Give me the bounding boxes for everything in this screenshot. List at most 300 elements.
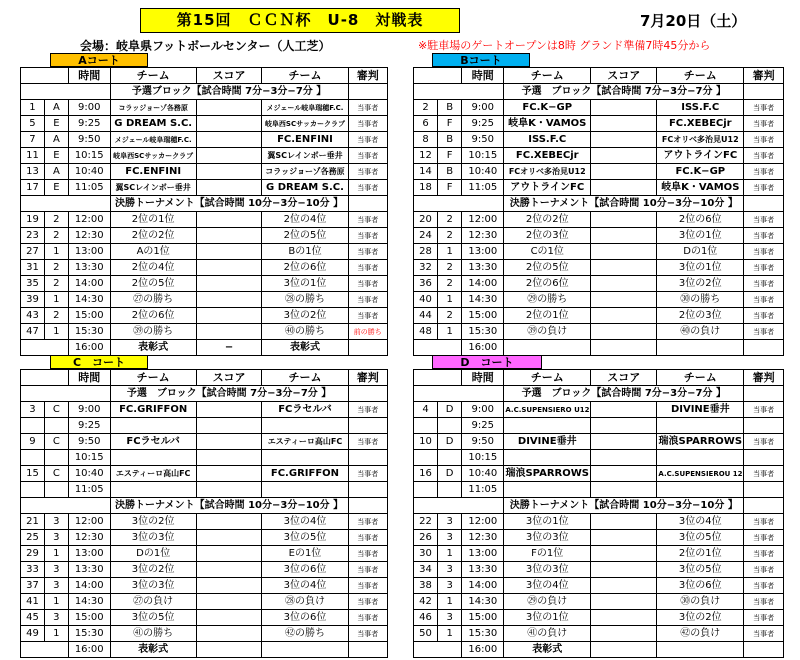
award-time: 16:00	[68, 642, 110, 658]
match-time: 9:00	[462, 100, 504, 116]
match-row	[414, 418, 784, 434]
header-row	[21, 370, 388, 386]
match-group: 3	[438, 610, 462, 626]
team-1: 2位の1位	[110, 212, 196, 228]
match-row	[21, 164, 388, 180]
team-1: アウトラインFC	[504, 180, 591, 196]
match-row	[21, 562, 388, 578]
match-time: 14:30	[68, 594, 110, 610]
match-number: 42	[414, 594, 438, 610]
match-time: 12:00	[68, 212, 110, 228]
team-2: メジェール岐阜瑞穂F.C.	[262, 100, 348, 116]
team-2: 岐阜K・VAMOS	[657, 180, 744, 196]
team-1: 2位の4位	[110, 260, 196, 276]
team-2	[657, 418, 744, 434]
score-cell	[591, 276, 657, 292]
referee: 当事者	[744, 308, 784, 324]
match-group: 2	[44, 308, 68, 324]
team-1	[110, 482, 196, 498]
score-cell	[591, 466, 657, 482]
match-group	[44, 450, 68, 466]
match-row	[414, 100, 784, 116]
award-label	[504, 340, 591, 356]
referee: 当事者	[744, 100, 784, 116]
prelim-section-title	[21, 386, 388, 402]
header-row	[21, 68, 388, 84]
match-row	[414, 434, 784, 450]
match-time: 13:00	[462, 244, 504, 260]
referee: 当事者	[744, 244, 784, 260]
match-number: 48	[414, 324, 438, 340]
team-2: 2位の6位	[657, 212, 744, 228]
team-2: ㉘の勝ち	[262, 292, 348, 308]
referee: 当事者	[744, 514, 784, 530]
match-row	[414, 450, 784, 466]
team-2: 3位の4位	[657, 514, 744, 530]
team-1: A.C.SUPENSIERO U12	[504, 402, 591, 418]
match-time: 10:40	[462, 164, 504, 180]
match-time: 9:50	[68, 132, 110, 148]
court-b-schedule	[413, 67, 784, 356]
referee: 当事者	[348, 434, 388, 450]
referee	[744, 450, 784, 466]
match-number	[21, 450, 45, 466]
team-2: ㉚の勝ち	[657, 292, 744, 308]
referee: 当事者	[744, 276, 784, 292]
match-group: 2	[438, 308, 462, 324]
team-1: Aの1位	[110, 244, 196, 260]
match-time: 13:00	[462, 546, 504, 562]
match-group: 2	[44, 260, 68, 276]
match-row	[414, 164, 784, 180]
match-time: 11:05	[68, 180, 110, 196]
referee: 前の勝ち	[348, 324, 388, 340]
team-1: 3位の1位	[504, 610, 591, 626]
section-title: 決勝トーナメント【試合時間 10分−3分−10分 】	[110, 196, 348, 212]
court-c-schedule	[20, 369, 388, 658]
team-2: コラッジョーゾ各務原	[262, 164, 348, 180]
referee: 当事者	[348, 530, 388, 546]
team-1: 翼SCレインボー垂井	[110, 180, 196, 196]
award-gap	[21, 642, 69, 658]
score-cell	[196, 546, 262, 562]
match-number: 32	[414, 260, 438, 276]
score-cell	[591, 562, 657, 578]
referee: 当事者	[348, 562, 388, 578]
section-gap	[21, 84, 111, 100]
match-group: 3	[44, 514, 68, 530]
award-blank	[744, 642, 784, 658]
match-row	[21, 466, 388, 482]
score-cell	[196, 164, 262, 180]
match-number	[21, 418, 45, 434]
score-cell	[196, 626, 262, 642]
match-number: 22	[414, 514, 438, 530]
section-gap	[414, 196, 504, 212]
referee: 当事者	[744, 626, 784, 642]
match-row	[21, 418, 388, 434]
referee: 当事者	[348, 546, 388, 562]
match-row	[21, 244, 388, 260]
match-group: 1	[44, 626, 68, 642]
score-cell	[196, 562, 262, 578]
match-row	[21, 610, 388, 626]
match-group: 2	[438, 228, 462, 244]
team-1: コラッジョーゾ各務原	[110, 100, 196, 116]
match-group: 3	[44, 610, 68, 626]
referee	[744, 482, 784, 498]
match-group	[44, 418, 68, 434]
match-time: 9:50	[462, 434, 504, 450]
team-1: 3位の3位	[110, 578, 196, 594]
team-1: DIVINE垂井	[504, 434, 591, 450]
match-number: 31	[21, 260, 45, 276]
match-time: 9:25	[68, 116, 110, 132]
score-cell	[196, 244, 262, 260]
referee: 当事者	[348, 164, 388, 180]
score-cell	[591, 244, 657, 260]
team-2: A.C.SUPENSIEROU 12	[657, 466, 744, 482]
match-group: A	[44, 132, 68, 148]
match-group: 1	[438, 626, 462, 642]
match-row	[414, 260, 784, 276]
team-2: 2位の5位	[262, 228, 348, 244]
referee: 当事者	[744, 148, 784, 164]
award-label: 表彰式	[504, 642, 591, 658]
match-row	[414, 292, 784, 308]
match-group: F	[438, 116, 462, 132]
score-cell	[591, 180, 657, 196]
team-2: Eの1位	[262, 546, 348, 562]
court-b-label: Bコート	[432, 53, 530, 67]
match-row	[414, 402, 784, 418]
referee: 当事者	[744, 324, 784, 340]
header-blank	[414, 68, 462, 84]
match-time: 9:00	[68, 402, 110, 418]
award-blank	[348, 340, 388, 356]
match-group: 2	[44, 212, 68, 228]
referee: 当事者	[348, 514, 388, 530]
team-1: エスティーロ高山FC	[110, 466, 196, 482]
team-2: 3位の1位	[657, 260, 744, 276]
team-1: ㉗の負け	[110, 594, 196, 610]
team-2: ㊵の負け	[657, 324, 744, 340]
match-time: 13:30	[462, 260, 504, 276]
score-cell	[196, 212, 262, 228]
award-score	[591, 340, 657, 356]
score-cell	[196, 148, 262, 164]
header-score: スコア	[591, 370, 657, 386]
header-blank	[414, 370, 462, 386]
match-group: E	[44, 116, 68, 132]
referee: 当事者	[348, 244, 388, 260]
team-1: 3位の5位	[110, 610, 196, 626]
section-blank	[348, 386, 388, 402]
team-1: 3位の3位	[110, 530, 196, 546]
referee: 当事者	[744, 530, 784, 546]
award-score	[196, 642, 262, 658]
team-1	[110, 418, 196, 434]
award-time: 16:00	[462, 340, 504, 356]
match-time: 9:50	[68, 434, 110, 450]
team-2: FC.XEBECjr	[657, 116, 744, 132]
team-1	[504, 450, 591, 466]
team-1: FC.ENFINI	[110, 164, 196, 180]
match-group: 3	[44, 578, 68, 594]
match-time: 10:40	[462, 466, 504, 482]
team-2	[657, 450, 744, 466]
team-2: 3位の2位	[657, 276, 744, 292]
match-number: 12	[414, 148, 438, 164]
match-group: 2	[44, 276, 68, 292]
match-time: 12:00	[462, 212, 504, 228]
match-row	[414, 228, 784, 244]
referee: 当事者	[744, 610, 784, 626]
award-gap	[21, 340, 69, 356]
team-1: メジェール岐阜瑞穂F.C.	[110, 132, 196, 148]
score-cell	[196, 292, 262, 308]
match-group: 1	[44, 292, 68, 308]
match-group	[438, 418, 462, 434]
award-score: −	[196, 340, 262, 356]
score-cell	[196, 594, 262, 610]
match-group: F	[438, 180, 462, 196]
prelim-section-title	[414, 386, 784, 402]
page-title: 第15回 ＣＣＮ杯 U-8 対戦表	[140, 8, 460, 33]
section-blank	[744, 386, 784, 402]
match-number: 45	[21, 610, 45, 626]
match-number: 26	[414, 530, 438, 546]
match-number: 33	[21, 562, 45, 578]
team-2: 3位の1位	[262, 276, 348, 292]
match-row	[414, 132, 784, 148]
prelim-section-title	[21, 84, 388, 100]
match-row	[21, 100, 388, 116]
team-2: 3位の6位	[657, 578, 744, 594]
team-1: 2位の5位	[110, 276, 196, 292]
award-score	[591, 642, 657, 658]
match-number: 17	[21, 180, 45, 196]
match-number: 18	[414, 180, 438, 196]
team-1: FC.XEBECjr	[504, 148, 591, 164]
match-row	[21, 530, 388, 546]
match-number: 15	[21, 466, 45, 482]
match-number: 14	[414, 164, 438, 180]
match-group: D	[438, 466, 462, 482]
award-label: 表彰式	[110, 340, 196, 356]
section-gap	[414, 386, 504, 402]
team-2	[262, 482, 348, 498]
match-number: 37	[21, 578, 45, 594]
score-cell	[591, 402, 657, 418]
referee: 当事者	[744, 466, 784, 482]
score-cell	[196, 260, 262, 276]
match-row	[21, 482, 388, 498]
team-2: 瑞浪SPARROWS	[657, 434, 744, 450]
match-number: 27	[21, 244, 45, 260]
header-score: スコア	[196, 68, 262, 84]
score-cell	[196, 228, 262, 244]
match-time: 11:05	[462, 482, 504, 498]
referee: 当事者	[744, 292, 784, 308]
section-title: 予選ブロック【試合時間 7分−3分−7分 】	[110, 84, 348, 100]
match-time: 9:50	[462, 132, 504, 148]
match-time: 14:00	[462, 276, 504, 292]
header-row	[414, 68, 784, 84]
section-gap	[414, 498, 504, 514]
score-cell	[591, 148, 657, 164]
match-time: 12:00	[68, 514, 110, 530]
match-number: 8	[414, 132, 438, 148]
match-time: 15:30	[68, 626, 110, 642]
match-group: 1	[44, 324, 68, 340]
match-row	[21, 450, 388, 466]
match-number: 46	[414, 610, 438, 626]
match-row	[21, 212, 388, 228]
match-group: 1	[44, 546, 68, 562]
match-number: 11	[21, 148, 45, 164]
referee: 当事者	[744, 434, 784, 450]
match-group: 3	[438, 562, 462, 578]
match-number: 20	[414, 212, 438, 228]
referee: 当事者	[348, 116, 388, 132]
team-2: 3位の6位	[262, 562, 348, 578]
award-label-2	[657, 642, 744, 658]
match-time: 15:30	[462, 626, 504, 642]
score-cell	[196, 482, 262, 498]
team-1	[504, 482, 591, 498]
team-1: 2位の2位	[504, 212, 591, 228]
match-group: F	[438, 148, 462, 164]
team-2: ㉘の負け	[262, 594, 348, 610]
team-1: 岐阜西SCサッカークラブ	[110, 148, 196, 164]
match-row	[414, 594, 784, 610]
score-cell	[196, 402, 262, 418]
match-time: 9:00	[68, 100, 110, 116]
match-group: 2	[438, 212, 462, 228]
team-1: 2位の3位	[504, 228, 591, 244]
event-date: 7月20日（土）	[640, 12, 747, 30]
match-row	[414, 530, 784, 546]
match-number: 44	[414, 308, 438, 324]
match-row	[414, 626, 784, 642]
match-row	[414, 578, 784, 594]
score-cell	[196, 578, 262, 594]
match-number: 41	[21, 594, 45, 610]
team-2: DIVINE垂井	[657, 402, 744, 418]
team-2: 3位の2位	[657, 610, 744, 626]
match-number: 49	[21, 626, 45, 642]
match-group: B	[438, 164, 462, 180]
match-time: 14:00	[68, 578, 110, 594]
team-1: FC.GRIFFON	[110, 402, 196, 418]
match-group: B	[438, 100, 462, 116]
header-referee: 審判	[348, 68, 388, 84]
match-time: 15:30	[462, 324, 504, 340]
team-1: 2位の2位	[110, 228, 196, 244]
match-number: 21	[21, 514, 45, 530]
section-blank	[744, 498, 784, 514]
match-row	[21, 578, 388, 594]
match-row	[414, 610, 784, 626]
match-group: A	[44, 100, 68, 116]
team-1: ㊶の勝ち	[110, 626, 196, 642]
match-number: 13	[21, 164, 45, 180]
match-number: 9	[21, 434, 45, 450]
match-number	[414, 418, 438, 434]
match-number: 2	[414, 100, 438, 116]
section-title: 決勝トーナメント【試合時間 10分−3分−10分 】	[504, 498, 744, 514]
referee: 当事者	[348, 276, 388, 292]
header-team-1: チーム	[504, 68, 591, 84]
match-time: 9:25	[68, 418, 110, 434]
score-cell	[591, 610, 657, 626]
section-title: 予選 ブロック【試合時間 7分−3分−7分 】	[110, 386, 348, 402]
match-time: 10:40	[68, 466, 110, 482]
score-cell	[196, 308, 262, 324]
match-group: 3	[438, 530, 462, 546]
match-group: E	[44, 148, 68, 164]
match-time: 10:15	[68, 148, 110, 164]
match-group: 2	[438, 260, 462, 276]
team-2: 3位の4位	[262, 578, 348, 594]
header-score: スコア	[196, 370, 262, 386]
match-number: 36	[414, 276, 438, 292]
score-cell	[196, 324, 262, 340]
referee: 当事者	[744, 228, 784, 244]
award-label-2	[262, 642, 348, 658]
match-time: 15:00	[68, 610, 110, 626]
match-group	[438, 450, 462, 466]
section-title: 予選 ブロック【試合時間 7分−3分−7分 】	[504, 84, 744, 100]
award-label-2	[657, 340, 744, 356]
match-time: 12:30	[462, 228, 504, 244]
match-number: 7	[21, 132, 45, 148]
venue: 会場：岐阜県フットボールセンター（人工芝）	[80, 39, 331, 53]
match-group: 2	[44, 228, 68, 244]
match-row	[21, 116, 388, 132]
match-row	[414, 116, 784, 132]
award-gap	[414, 642, 462, 658]
match-number: 19	[21, 212, 45, 228]
award-gap	[414, 340, 462, 356]
team-1: Fの1位	[504, 546, 591, 562]
match-group: 3	[44, 562, 68, 578]
referee: 当事者	[744, 402, 784, 418]
score-cell	[591, 626, 657, 642]
final-section-title	[21, 196, 388, 212]
match-number: 4	[414, 402, 438, 418]
header-team-1: チーム	[110, 370, 196, 386]
match-group: C	[44, 466, 68, 482]
final-section-title	[21, 498, 388, 514]
score-cell	[196, 530, 262, 546]
team-2: エスティーロ高山FC	[262, 434, 348, 450]
team-2: 2位の1位	[657, 546, 744, 562]
team-1: 3位の4位	[504, 578, 591, 594]
match-time: 13:30	[462, 562, 504, 578]
score-cell	[591, 100, 657, 116]
referee: 当事者	[348, 308, 388, 324]
score-cell	[196, 610, 262, 626]
match-row	[21, 514, 388, 530]
section-title: 決勝トーナメント【試合時間 10分−3分−10分 】	[110, 498, 348, 514]
court-a-schedule	[20, 67, 388, 356]
team-2: 3位の5位	[657, 530, 744, 546]
match-number: 16	[414, 466, 438, 482]
team-1: ㊴の勝ち	[110, 324, 196, 340]
team-1: ㊴の負け	[504, 324, 591, 340]
